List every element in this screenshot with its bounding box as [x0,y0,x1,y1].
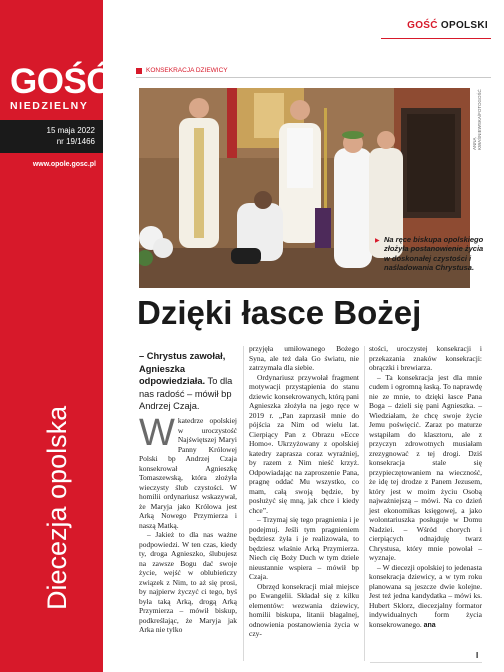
article-column-1 [139,412,237,635]
issue-box [0,120,103,153]
paragraph [139,412,237,530]
vertical-section-title: Diecezja opolska [42,405,72,610]
caption-arrow-icon: ▶ [375,238,380,244]
issue-number: nr 19/1466 [56,137,95,146]
issue-date: 15 maja 2022 [46,126,95,135]
paragraph: Ordynariusz przywołał fragment motywacji przystąpienia do stanu dziewic konsekrowanych, którą pani Agnieszka złożyła na jego ręce w 2019 r. „Pan zaprzasił mnie do pójścia za Nim od wielu lat. Cierpiący Pan z Obrazu »Ecce Homo«. Ukrzyżowany z opolskiej katedry zaprasza coraz wyraźniej, by razem z Nim nieść krzyż. Odpowiadając na zaproszenie Pana, pragnę oddać Mu wszystko, co mam, całą swoją będzie, by posłużyć się mną, jak chce i kiedy chce”. [249,372,359,515]
brand-divider [381,38,491,39]
paragraph: przyjęła umiłowanego Bożego Syna, ale też dała Go światu, nie zatrzymała dla siebie. [249,344,359,372]
paragraph: – Trzymaj się tego pragnienia i je podejmuj. Jeśli tym pragnieniem będziesz żyła i je realizowała, to będziesz właśnie Arką Przymierza. Niech cię Boży Duch w tym dziele nieustannie wspiera – mówił bp Czaja. [249,515,359,581]
author-signature: ana [423,621,436,629]
column-divider [364,346,365,661]
section-tag: KONSEKRACJA DZIEWICY [146,67,228,74]
brand-region: OPOLSKI [440,20,488,31]
section-tag-marker-icon [136,68,142,74]
column-divider [243,346,244,661]
photo-caption: Na ręce biskupa opolskiego złożyła postanowienie życia w doskonałej czystości i naśladowania Chrystusa. [384,235,484,273]
paragraph-text: katedrze opolskiej w uroczystość Najświętszej Maryi Panny Królowej Polski bp Andrzej Czaja konsekrował Agnieszkę Tomaszewską, która złożyła wieczysty ślub czystości. W homilii ordynariusz wskazywał, że Maryja jako Królowa jest Arką Nowego Przymierza i naszą Matką. [139,416,237,530]
brand-corner [407,20,488,31]
article-column-2 [249,344,359,639]
logo-gosc: GOŚĆ [10,62,112,101]
logo-niedzielny: NIEDZIELNY [10,100,89,112]
paragraph: – Jakież to dla nas ważne podpowiedzi. W ten czas, kiedy ty, droga Agnieszko, ślubujesz na zawsze Bogu dać swoje życie, wejść w oblubieńczy związek z Nim, to aż się prosi, by najpierw życzyć ci tego, byś była taką Arką, drogą Arką Przymierza – mówił biskup, podkreślając, że Maryja jak Arka nie tylko [139,530,237,634]
dropcap: W [139,412,175,454]
article-column-3 [369,344,482,630]
photo-credit: ANNA KWAŚNIEWSKA/FOTOGOŚĆ [472,89,482,150]
website-link[interactable]: www.opole.gosc.pl [32,161,96,168]
article-lead [139,350,237,413]
brand-gosc: GOŚĆ [407,20,438,31]
paragraph: stości, uroczystej konsekracji i przekazania znaków konsekracji: obrączki i brewiarza. [369,344,482,372]
paragraph: – Ta konsekracja jest dla mnie cudem i ogromną łaską. To naprawdę nie ze mnie, to dzięki łasce Pana Boga – dzieli się pani Agnieszka. – Wiedziałam, że chcę swoje życie Jemu poświęcić. Zaraz po maturze wstąpiłam do klasztoru, ale z przyczyn zdrowotnych musiałam zrezygnować z tej drogi. Dziś konsekracja stale się przypieczętowaniem na wieczność, że idę tej drodze z Panem Jezusem, który jest w moim życiu Osobą najważniejszą – mówi. Na co dzień jest ekonomikas księgowej, a jako wolontariuszka posługuje w Domu Nadziei. – Wśród chorych i cierpiących odnajduję twarz Chrystusa, który mnie powołał – wyznaje. [369,372,482,562]
paragraph [369,563,482,631]
article-headline: Dzięki łasce Bożej [137,294,422,331]
section-rule [136,77,491,78]
paragraph-text: – W diecezji opolskiej to jedenasta konsekracja dziewicy, a w tym roku planowana są jeszcze dwie kolejne. Jest też jedna kandydatka – mówi ks. Hubert Sklorz, diecezjalny formator indywidualnych form życia konsekrowanego. [369,562,482,629]
bottom-rule [370,662,482,663]
page-number: I [476,651,479,660]
lead-bold: – Chrystus zawołał, Agnieszka odpowiedziała. [139,351,226,386]
masthead-strip [0,0,112,672]
lead-rest: To dla nas radość – mówił bp Andrzej Czaja. [139,376,233,411]
paragraph: Obrzęd konsekracji miał miejsce po Ewangelii. Składał się z kilku elementów: wezwania dziewicy, homilii biskupa, litanii błagalnej, odnowienia postanowienia życia w czy- [249,581,359,638]
